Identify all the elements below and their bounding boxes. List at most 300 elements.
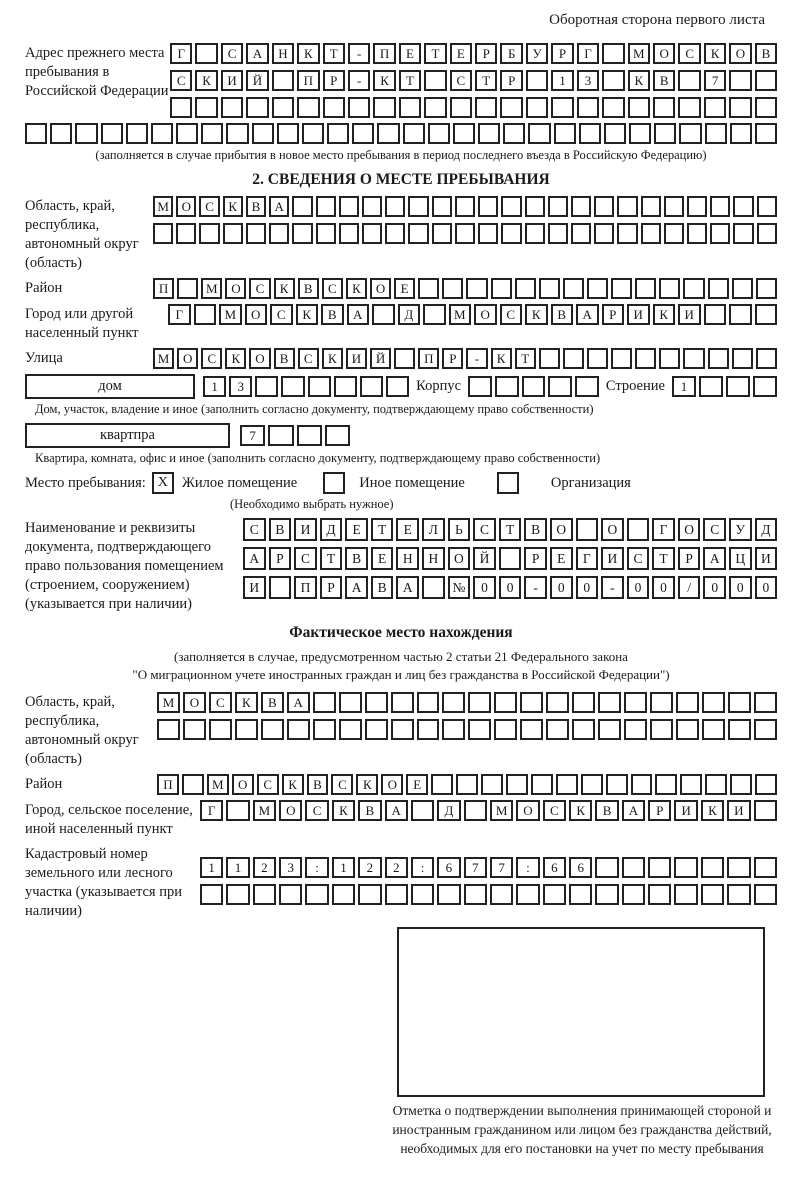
char-cell: Т	[515, 348, 536, 369]
char-cell	[464, 800, 487, 821]
char-cell	[468, 719, 491, 740]
char-cell	[292, 196, 312, 217]
char-cell: С	[221, 43, 243, 64]
char-cell: 0	[499, 576, 522, 599]
char-cell	[628, 97, 650, 118]
char-cell	[754, 884, 777, 905]
char-cell	[279, 884, 302, 905]
char-cell: И	[674, 800, 697, 821]
char-cell	[442, 278, 463, 299]
char-cell	[194, 304, 217, 325]
char-cell	[417, 719, 440, 740]
previous-address-label: Адрес прежнего места пребывания в Российской Федерации	[25, 45, 169, 99]
char-cell: Р	[602, 304, 625, 325]
char-cell: Д	[320, 518, 343, 541]
char-cell: О	[370, 278, 391, 299]
char-cell	[494, 719, 517, 740]
char-cell	[622, 884, 645, 905]
char-cell	[466, 278, 487, 299]
char-cell	[594, 223, 614, 244]
char-cell	[411, 884, 434, 905]
char-cell	[418, 278, 439, 299]
char-cell: 3	[279, 857, 302, 878]
char-cell	[450, 97, 472, 118]
char-cell	[372, 304, 395, 325]
char-cell: В	[595, 800, 618, 821]
char-cell: У	[729, 518, 752, 541]
char-cell: 6	[543, 857, 566, 878]
zhiloe-label: Жилое помещение	[181, 474, 298, 491]
char-cell	[572, 719, 595, 740]
char-cell: -	[348, 70, 370, 91]
char-cell: С	[500, 304, 523, 325]
char-cell	[478, 223, 498, 244]
char-cell: В	[524, 518, 547, 541]
char-cell: 0	[550, 576, 573, 599]
stroenie-cells	[672, 376, 777, 397]
field-kadastr	[25, 844, 777, 921]
char-cell	[503, 123, 525, 144]
char-cell: Й	[246, 70, 268, 91]
char-cell	[50, 123, 72, 144]
char-cell	[641, 196, 661, 217]
char-cell	[635, 278, 656, 299]
char-cell	[490, 884, 513, 905]
char-cell: В	[321, 304, 344, 325]
char-cell	[754, 719, 777, 740]
char-cell: О	[729, 43, 751, 64]
char-cell: 2	[385, 857, 408, 878]
char-cell	[386, 376, 409, 397]
char-cell	[710, 223, 730, 244]
char-cell: О	[177, 348, 198, 369]
char-cell: С	[322, 278, 343, 299]
char-cell	[572, 692, 595, 713]
house-line	[25, 374, 777, 399]
char-cell: С	[243, 518, 266, 541]
char-cell: О	[381, 774, 403, 795]
char-cell: Г	[576, 547, 599, 570]
char-cell: 7	[464, 857, 487, 878]
char-cell	[754, 857, 777, 878]
char-cell	[641, 223, 661, 244]
char-cell: К	[297, 43, 319, 64]
char-cell: А	[703, 547, 726, 570]
char-cell	[455, 223, 475, 244]
page-header-note: Оборотная сторона первого листа	[549, 12, 765, 28]
char-cell: П	[373, 43, 395, 64]
char-cell	[157, 719, 180, 740]
char-cell: У	[526, 43, 548, 64]
char-cell: Т	[424, 43, 446, 64]
char-cell: Г	[577, 43, 599, 64]
mesto-label: Место пребывания:	[25, 474, 146, 491]
field-oblast-fact	[25, 692, 777, 769]
char-cell: С	[249, 278, 270, 299]
char-cell: С	[305, 800, 328, 821]
char-cell	[226, 884, 249, 905]
char-cell	[548, 223, 568, 244]
char-cell	[753, 376, 777, 397]
char-cell: В	[261, 692, 284, 713]
char-cell: Б	[500, 43, 522, 64]
char-cell: 2	[253, 857, 276, 878]
document-row-3	[243, 576, 777, 599]
char-cell	[423, 304, 446, 325]
char-cell	[499, 547, 522, 570]
char-cell: 0	[652, 576, 675, 599]
char-cell	[680, 774, 702, 795]
oblast-fact-label: Область, край, республика, автономный округ (область)	[25, 694, 139, 767]
char-cell	[308, 376, 331, 397]
char-cell: К	[346, 278, 367, 299]
char-cell: Н	[422, 547, 445, 570]
char-cell: :	[305, 857, 328, 878]
char-cell: О	[245, 304, 268, 325]
char-cell: К	[322, 348, 343, 369]
char-cell: 7	[240, 425, 265, 446]
char-cell: С	[678, 43, 700, 64]
char-cell: И	[243, 576, 266, 599]
char-cell	[422, 576, 445, 599]
char-cell	[755, 774, 777, 795]
char-cell	[268, 425, 293, 446]
char-cell	[659, 278, 680, 299]
char-cell: В	[653, 70, 675, 91]
document-row-1	[243, 518, 777, 541]
char-cell	[362, 223, 382, 244]
char-cell	[373, 97, 395, 118]
char-cell	[611, 348, 632, 369]
char-cell	[687, 223, 707, 244]
char-cell	[170, 97, 192, 118]
char-cell: П	[157, 774, 179, 795]
char-cell	[732, 278, 753, 299]
char-cell	[365, 692, 388, 713]
char-cell	[316, 196, 336, 217]
char-cell	[730, 774, 752, 795]
stroenie-label: Строение	[605, 378, 665, 394]
char-cell: О	[448, 547, 471, 570]
char-cell: Д	[398, 304, 421, 325]
char-cell: С	[294, 547, 317, 570]
char-cell	[526, 70, 548, 91]
char-cell: А	[396, 576, 419, 599]
field-raion-fact	[25, 774, 777, 795]
char-cell: М	[490, 800, 513, 821]
char-cell: О	[279, 800, 302, 821]
char-cell: Й	[473, 547, 496, 570]
char-cell	[648, 884, 671, 905]
ulitsa-label: Улица	[25, 350, 63, 366]
char-cell: В	[269, 518, 292, 541]
char-cell	[575, 376, 599, 397]
char-cell: Р	[323, 70, 345, 91]
char-cell	[297, 425, 322, 446]
char-cell	[325, 425, 350, 446]
kadastr-row-1	[200, 857, 777, 878]
char-cell: В	[246, 196, 266, 217]
char-cell: 1	[203, 376, 226, 397]
char-cell: И	[601, 547, 624, 570]
char-cell	[539, 278, 560, 299]
char-cell: 0	[729, 576, 752, 599]
previous-address-overflow-row	[25, 123, 777, 144]
char-cell: Г	[170, 43, 192, 64]
kvartira-cells	[240, 425, 350, 446]
char-cell: Е	[345, 518, 368, 541]
char-cell: Е	[450, 43, 472, 64]
char-cell: С	[257, 774, 279, 795]
char-cell: В	[307, 774, 329, 795]
char-cell: О	[176, 196, 196, 217]
char-cell	[708, 348, 729, 369]
char-cell	[501, 196, 521, 217]
char-cell	[708, 278, 729, 299]
char-cell	[494, 692, 517, 713]
char-cell	[424, 97, 446, 118]
char-cell	[635, 348, 656, 369]
char-cell	[399, 97, 421, 118]
char-cell	[253, 884, 276, 905]
char-cell	[226, 123, 248, 144]
char-cell: С	[298, 348, 319, 369]
char-cell	[246, 97, 268, 118]
char-cell: Т	[320, 547, 343, 570]
char-cell	[339, 196, 359, 217]
mesto-note: (Необходимо выбрать нужное)	[230, 497, 394, 511]
char-cell	[495, 376, 519, 397]
char-cell	[598, 719, 621, 740]
char-cell: 7	[704, 70, 726, 91]
char-cell: А	[269, 196, 289, 217]
char-cell: С	[473, 518, 496, 541]
char-cell: 3	[229, 376, 252, 397]
char-cell: А	[576, 304, 599, 325]
char-cell: О	[678, 518, 701, 541]
char-cell: С	[703, 518, 726, 541]
field-ulitsa	[25, 348, 777, 369]
char-cell	[316, 223, 336, 244]
char-cell	[602, 97, 624, 118]
char-cell	[528, 123, 550, 144]
char-cell	[377, 123, 399, 144]
field-oblast	[25, 196, 777, 273]
char-cell	[755, 123, 777, 144]
char-cell	[269, 576, 292, 599]
org-label: Организация	[550, 474, 631, 491]
char-cell: К	[525, 304, 548, 325]
char-cell	[604, 123, 626, 144]
char-cell	[595, 857, 618, 878]
char-cell: С	[627, 547, 650, 570]
char-cell	[200, 884, 223, 905]
char-cell	[437, 884, 460, 905]
fact-location-title: Фактическое место нахождения	[289, 624, 513, 641]
char-cell: П	[294, 576, 317, 599]
char-cell	[576, 518, 599, 541]
kvartira-line	[25, 423, 777, 448]
char-cell: Г	[200, 800, 223, 821]
char-cell: В	[371, 576, 394, 599]
char-cell	[674, 884, 697, 905]
char-cell: С	[170, 70, 192, 91]
char-cell	[332, 884, 355, 905]
char-cell: М	[628, 43, 650, 64]
char-cell: И	[294, 518, 317, 541]
char-cell: А	[347, 304, 370, 325]
char-cell: В	[274, 348, 295, 369]
char-cell	[261, 719, 284, 740]
char-cell: М	[219, 304, 242, 325]
oblast-fact-row-2	[157, 719, 777, 740]
raion-fact-row	[157, 774, 777, 795]
char-cell	[655, 774, 677, 795]
char-cell: Р	[678, 547, 701, 570]
char-cell: С	[450, 70, 472, 91]
char-cell: 1	[332, 857, 355, 878]
char-cell: М	[253, 800, 276, 821]
char-cell: А	[622, 800, 645, 821]
char-cell	[548, 376, 572, 397]
char-cell	[525, 196, 545, 217]
char-cell: К	[274, 278, 295, 299]
kvartira-box: квартпра	[25, 423, 230, 448]
field-document	[25, 518, 777, 614]
char-cell	[755, 70, 777, 91]
fact-note-line1: (заполняется в случае, предусмотренном частью 2 статьи 21 Федерального закона	[174, 649, 628, 664]
char-cell	[339, 719, 362, 740]
char-cell	[385, 884, 408, 905]
char-cell: Н	[396, 547, 419, 570]
char-cell	[543, 884, 566, 905]
char-cell	[101, 123, 123, 144]
char-cell	[432, 196, 452, 217]
char-cell	[352, 123, 374, 144]
char-cell	[456, 774, 478, 795]
char-cell	[525, 223, 545, 244]
char-cell: Р	[442, 348, 463, 369]
char-cell: К	[296, 304, 319, 325]
char-cell	[252, 123, 274, 144]
char-cell	[272, 97, 294, 118]
char-cell	[522, 376, 546, 397]
char-cell	[468, 376, 492, 397]
char-cell: Т	[371, 518, 394, 541]
char-cell	[358, 884, 381, 905]
oblast-label: Область, край, республика, автономный округ (область)	[25, 198, 139, 271]
char-cell: А	[385, 800, 408, 821]
char-cell: Е	[396, 518, 419, 541]
char-cell	[622, 857, 645, 878]
char-cell: Р	[320, 576, 343, 599]
char-cell	[475, 97, 497, 118]
char-cell	[683, 278, 704, 299]
char-cell	[728, 719, 751, 740]
char-cell	[431, 774, 453, 795]
char-cell	[424, 70, 446, 91]
char-cell	[223, 223, 243, 244]
char-cell	[577, 97, 599, 118]
char-cell: П	[418, 348, 439, 369]
char-cell: №	[448, 576, 471, 599]
char-cell	[648, 857, 671, 878]
field-previous-address	[25, 43, 777, 118]
char-cell: П	[297, 70, 319, 91]
char-cell: К	[373, 70, 395, 91]
char-cell	[362, 196, 382, 217]
char-cell: К	[223, 196, 243, 217]
char-cell	[491, 278, 512, 299]
fact-location-note	[25, 648, 777, 684]
char-cell	[183, 719, 206, 740]
char-cell	[297, 97, 319, 118]
char-cell: 2	[358, 857, 381, 878]
char-cell	[659, 348, 680, 369]
char-cell	[151, 123, 173, 144]
previous-address-row-2	[170, 70, 777, 91]
char-cell	[305, 884, 328, 905]
char-cell	[417, 692, 440, 713]
char-cell: Т	[323, 43, 345, 64]
char-cell	[629, 123, 651, 144]
char-cell: :	[411, 857, 434, 878]
char-cell	[327, 123, 349, 144]
stamp-box	[397, 927, 765, 1097]
char-cell: И	[627, 304, 650, 325]
field-gorod	[25, 304, 777, 343]
char-cell	[25, 123, 47, 144]
char-cell	[255, 376, 278, 397]
char-cell	[453, 123, 475, 144]
char-cell: 7	[490, 857, 513, 878]
char-cell	[729, 97, 751, 118]
char-cell: Д	[755, 518, 778, 541]
char-cell: Е	[406, 774, 428, 795]
char-cell	[199, 223, 219, 244]
char-cell	[730, 123, 752, 144]
char-cell: Р	[475, 43, 497, 64]
gorod-row	[168, 304, 777, 325]
char-cell: А	[243, 547, 266, 570]
char-cell: К	[704, 43, 726, 64]
document-row-2	[243, 547, 777, 570]
char-cell	[702, 692, 725, 713]
document-label: Наименование и реквизиты документа, подтверждающего право пользования помещением (строением, сооружением) (указывается при наличии)	[25, 520, 224, 612]
char-cell	[733, 223, 753, 244]
char-cell: Д	[437, 800, 460, 821]
char-cell: В	[755, 43, 777, 64]
char-cell: С	[209, 692, 232, 713]
gorod-fact-row	[200, 800, 777, 821]
char-cell	[339, 223, 359, 244]
char-cell: И	[755, 547, 778, 570]
char-cell: О	[249, 348, 270, 369]
kadastr-label: Кадастровый номер земельного или лесного участка (указывается при наличии)	[25, 846, 182, 919]
char-cell: К	[225, 348, 246, 369]
char-cell: 0	[473, 576, 496, 599]
char-cell	[611, 278, 632, 299]
oblast-row-2	[153, 223, 777, 244]
char-cell	[710, 196, 730, 217]
char-cell	[531, 774, 553, 795]
char-cell	[548, 196, 568, 217]
char-cell	[360, 376, 383, 397]
char-cell	[653, 97, 675, 118]
char-cell	[516, 884, 539, 905]
char-cell	[602, 43, 624, 64]
char-cell	[569, 884, 592, 905]
